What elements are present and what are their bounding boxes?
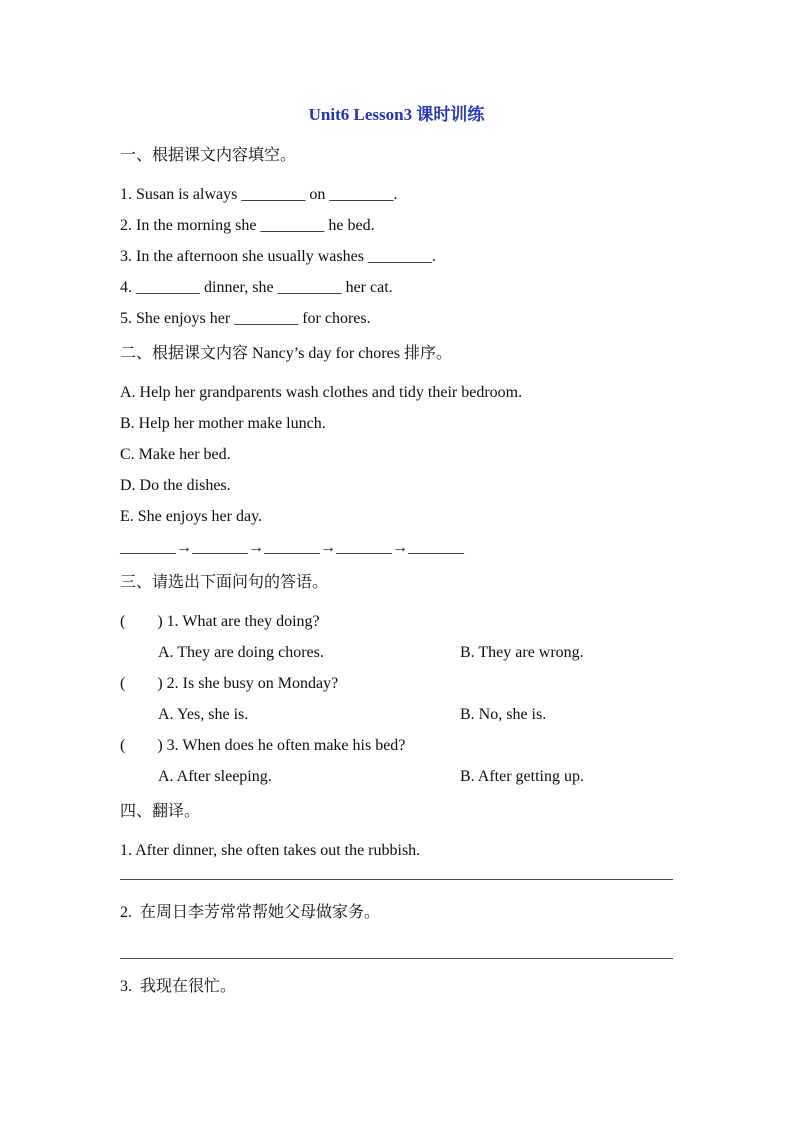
section-translation	[120, 796, 673, 1002]
translation-item-2: 2. 在周日李芳常常帮她父母做家务。	[120, 904, 381, 921]
ordering-item-d: D. Do the dishes.	[120, 477, 231, 494]
question-2-options	[120, 699, 673, 730]
fill-blank-item-5: 5. She enjoys her ________ for chores.	[120, 310, 371, 327]
section-choose-answer	[120, 567, 673, 792]
fill-blank-item-3: 3. In the afternoon she usually washes ________.	[120, 248, 436, 265]
fill-blank-item-1: 1. Susan is always ________ on ________.	[120, 186, 398, 203]
question-3-options	[120, 761, 673, 792]
section2-heading: 二、根据课文内容 Nancy’s day for chores 排序。	[120, 345, 452, 362]
ordering-item-a: A. Help her grandparents wash clothes and tidy their bedroom.	[120, 384, 523, 401]
question-1-option-b: B. They are wrong.	[460, 644, 584, 661]
question-1: ( ) 1. What are they doing?	[120, 613, 320, 630]
answer-write-line-2	[120, 958, 673, 959]
ordering-item-e: E. She enjoys her day.	[120, 508, 263, 525]
question-2-option-b: B. No, she is.	[460, 706, 547, 723]
fill-blank-item-4: 4. ________ dinner, she ________ her cat.	[120, 279, 393, 296]
answer-write-line-1	[120, 879, 673, 880]
question-3-option-b: B. After getting up.	[460, 768, 584, 785]
translation-item-3: 3. 我现在很忙。	[120, 978, 237, 995]
ordering-sequence-blanks: _______→_______→_______→_______→_______	[120, 539, 464, 556]
section-fill-blanks	[120, 140, 673, 334]
section-ordering	[120, 338, 673, 563]
question-2: ( ) 2. Is she busy on Monday?	[120, 675, 339, 692]
section4-heading: 四、翻译。	[120, 803, 201, 820]
question-1-option-a: A. They are doing chores.	[158, 644, 324, 661]
section3-heading: 三、请选出下面问句的答语。	[120, 574, 329, 591]
translation-item-1: 1. After dinner, she often takes out the rubbish.	[120, 842, 421, 859]
section1-heading: 一、根据课文内容填空。	[120, 147, 297, 164]
question-2-option-a: A. Yes, she is.	[158, 706, 249, 723]
ordering-item-b: B. Help her mother make lunch.	[120, 415, 326, 432]
question-3: ( ) 3. When does he often make his bed?	[120, 737, 406, 754]
fill-blank-item-2: 2. In the morning she ________ he bed.	[120, 217, 375, 234]
ordering-item-c: C. Make her bed.	[120, 446, 231, 463]
question-1-options	[120, 637, 673, 668]
question-3-option-a: A. After sleeping.	[158, 768, 272, 785]
worksheet-title: Unit6 Lesson3 课时训练	[308, 105, 485, 124]
